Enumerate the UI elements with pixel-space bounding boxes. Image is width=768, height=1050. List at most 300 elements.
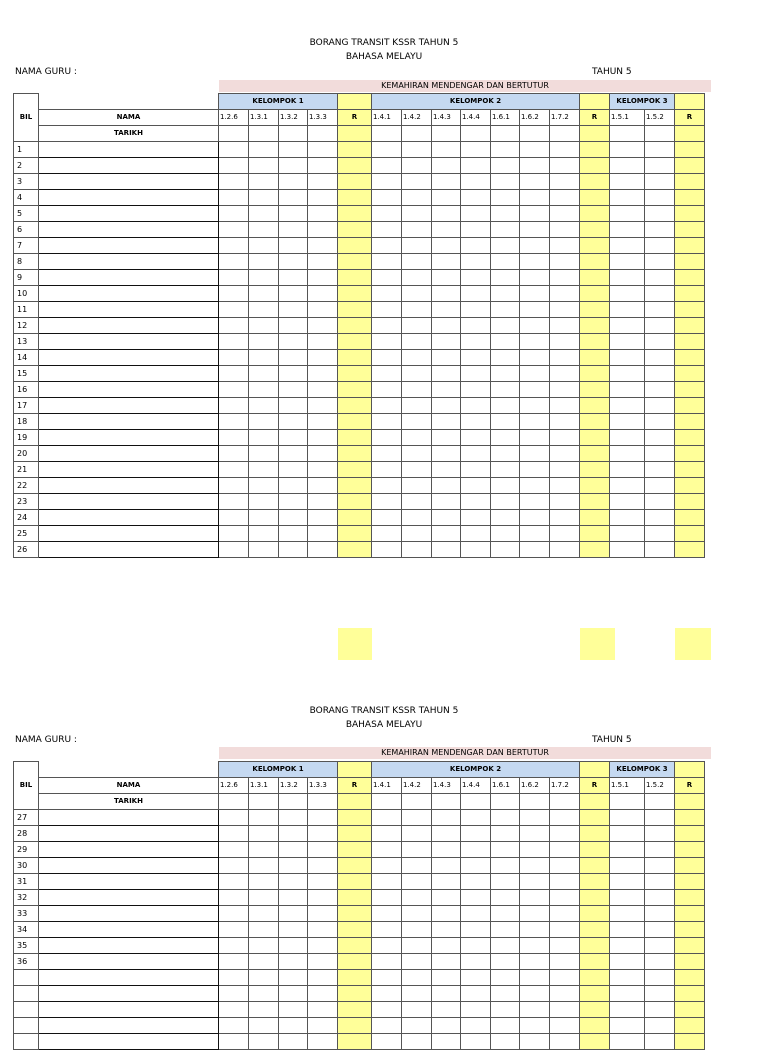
r-score-cell[interactable]	[675, 1002, 705, 1018]
score-cell[interactable]	[520, 922, 550, 938]
student-name-cell[interactable]	[39, 142, 219, 158]
score-cell[interactable]	[520, 254, 550, 270]
score-cell[interactable]	[249, 510, 279, 526]
score-cell[interactable]	[550, 158, 580, 174]
score-cell[interactable]	[308, 382, 338, 398]
student-name-cell[interactable]	[39, 510, 219, 526]
r-score-cell[interactable]	[338, 334, 372, 350]
score-cell[interactable]	[372, 542, 402, 558]
score-cell[interactable]	[550, 542, 580, 558]
score-cell[interactable]	[308, 366, 338, 382]
score-cell[interactable]	[372, 206, 402, 222]
score-cell[interactable]	[645, 1034, 675, 1050]
score-cell[interactable]	[520, 1034, 550, 1050]
score-cell[interactable]	[432, 350, 461, 366]
r-score-cell[interactable]	[580, 270, 610, 286]
score-cell[interactable]	[308, 398, 338, 414]
score-cell[interactable]	[402, 858, 432, 874]
score-cell[interactable]	[610, 1018, 645, 1034]
score-cell[interactable]	[432, 382, 461, 398]
score-cell[interactable]	[402, 954, 432, 970]
r-score-cell[interactable]	[580, 430, 610, 446]
student-name-cell[interactable]	[39, 190, 219, 206]
student-name-cell[interactable]	[39, 1018, 219, 1034]
r-score-cell[interactable]	[675, 286, 705, 302]
score-cell[interactable]	[491, 890, 520, 906]
score-cell[interactable]	[432, 206, 461, 222]
score-cell[interactable]	[432, 1002, 461, 1018]
score-cell[interactable]	[645, 1018, 675, 1034]
score-cell[interactable]	[491, 366, 520, 382]
score-cell[interactable]	[308, 430, 338, 446]
score-cell[interactable]	[279, 922, 308, 938]
score-cell[interactable]	[520, 478, 550, 494]
score-cell[interactable]	[520, 890, 550, 906]
r-score-cell[interactable]	[675, 158, 705, 174]
score-cell[interactable]	[550, 238, 580, 254]
score-cell[interactable]	[645, 494, 675, 510]
score-cell[interactable]	[219, 366, 249, 382]
r-score-cell[interactable]	[580, 954, 610, 970]
student-name-cell[interactable]	[39, 318, 219, 334]
score-cell[interactable]	[550, 366, 580, 382]
score-cell[interactable]	[550, 494, 580, 510]
score-cell[interactable]	[610, 398, 645, 414]
student-name-cell[interactable]	[39, 286, 219, 302]
score-cell[interactable]	[372, 334, 402, 350]
score-cell[interactable]	[402, 270, 432, 286]
score-cell[interactable]	[249, 922, 279, 938]
score-cell[interactable]	[402, 142, 432, 158]
score-cell[interactable]	[279, 382, 308, 398]
score-cell[interactable]	[645, 206, 675, 222]
score-cell[interactable]	[279, 174, 308, 190]
score-cell[interactable]	[279, 954, 308, 970]
score-cell[interactable]	[432, 158, 461, 174]
score-cell[interactable]	[219, 478, 249, 494]
score-cell[interactable]	[520, 986, 550, 1002]
score-cell[interactable]	[550, 478, 580, 494]
score-cell[interactable]	[610, 382, 645, 398]
score-cell[interactable]	[402, 414, 432, 430]
student-name-cell[interactable]	[39, 954, 219, 970]
date-cell[interactable]	[610, 794, 645, 810]
score-cell[interactable]	[610, 906, 645, 922]
score-cell[interactable]	[550, 1034, 580, 1050]
r-score-cell[interactable]	[675, 302, 705, 318]
score-cell[interactable]	[372, 462, 402, 478]
score-cell[interactable]	[402, 922, 432, 938]
score-cell[interactable]	[520, 954, 550, 970]
student-name-cell[interactable]	[39, 1034, 219, 1050]
date-cell[interactable]	[249, 794, 279, 810]
score-cell[interactable]	[550, 142, 580, 158]
r-score-cell[interactable]	[580, 174, 610, 190]
score-cell[interactable]	[491, 446, 520, 462]
score-cell[interactable]	[402, 542, 432, 558]
score-cell[interactable]	[372, 826, 402, 842]
r-score-cell[interactable]	[580, 970, 610, 986]
r-score-cell[interactable]	[675, 874, 705, 890]
score-cell[interactable]	[520, 142, 550, 158]
score-cell[interactable]	[308, 414, 338, 430]
score-cell[interactable]	[372, 954, 402, 970]
score-cell[interactable]	[550, 922, 580, 938]
student-name-cell[interactable]	[39, 222, 219, 238]
score-cell[interactable]	[219, 842, 249, 858]
score-cell[interactable]	[432, 318, 461, 334]
score-cell[interactable]	[520, 206, 550, 222]
score-cell[interactable]	[550, 1018, 580, 1034]
r-score-cell[interactable]	[580, 254, 610, 270]
score-cell[interactable]	[249, 542, 279, 558]
score-cell[interactable]	[491, 174, 520, 190]
score-cell[interactable]	[249, 190, 279, 206]
r-score-cell[interactable]	[580, 206, 610, 222]
score-cell[interactable]	[279, 906, 308, 922]
score-cell[interactable]	[550, 430, 580, 446]
score-cell[interactable]	[219, 302, 249, 318]
score-cell[interactable]	[308, 206, 338, 222]
score-cell[interactable]	[461, 446, 491, 462]
r-score-cell[interactable]	[338, 510, 372, 526]
score-cell[interactable]	[645, 922, 675, 938]
score-cell[interactable]	[402, 938, 432, 954]
score-cell[interactable]	[308, 158, 338, 174]
score-cell[interactable]	[372, 494, 402, 510]
score-cell[interactable]	[279, 526, 308, 542]
score-cell[interactable]	[610, 350, 645, 366]
score-cell[interactable]	[491, 430, 520, 446]
score-cell[interactable]	[279, 1034, 308, 1050]
r-score-cell[interactable]	[580, 462, 610, 478]
score-cell[interactable]	[610, 190, 645, 206]
r-score-cell[interactable]	[675, 238, 705, 254]
score-cell[interactable]	[219, 954, 249, 970]
r-score-cell[interactable]	[338, 222, 372, 238]
score-cell[interactable]	[550, 318, 580, 334]
score-cell[interactable]	[520, 526, 550, 542]
r-score-cell[interactable]	[675, 190, 705, 206]
score-cell[interactable]	[308, 270, 338, 286]
score-cell[interactable]	[249, 954, 279, 970]
score-cell[interactable]	[219, 462, 249, 478]
score-cell[interactable]	[279, 302, 308, 318]
score-cell[interactable]	[461, 174, 491, 190]
r-score-cell[interactable]	[675, 446, 705, 462]
score-cell[interactable]	[279, 254, 308, 270]
score-cell[interactable]	[432, 890, 461, 906]
score-cell[interactable]	[610, 890, 645, 906]
student-name-cell[interactable]	[39, 906, 219, 922]
score-cell[interactable]	[461, 254, 491, 270]
score-cell[interactable]	[491, 954, 520, 970]
score-cell[interactable]	[461, 954, 491, 970]
score-cell[interactable]	[279, 826, 308, 842]
score-cell[interactable]	[249, 142, 279, 158]
r-score-cell[interactable]	[338, 446, 372, 462]
score-cell[interactable]	[610, 478, 645, 494]
score-cell[interactable]	[520, 842, 550, 858]
score-cell[interactable]	[279, 430, 308, 446]
r-score-cell[interactable]	[580, 810, 610, 826]
student-name-cell[interactable]	[39, 478, 219, 494]
score-cell[interactable]	[372, 158, 402, 174]
r-score-cell[interactable]	[338, 398, 372, 414]
score-cell[interactable]	[308, 922, 338, 938]
score-cell[interactable]	[491, 238, 520, 254]
score-cell[interactable]	[461, 810, 491, 826]
score-cell[interactable]	[249, 970, 279, 986]
score-cell[interactable]	[645, 286, 675, 302]
score-cell[interactable]	[491, 270, 520, 286]
score-cell[interactable]	[520, 970, 550, 986]
score-cell[interactable]	[249, 366, 279, 382]
r-score-cell[interactable]	[580, 542, 610, 558]
score-cell[interactable]	[432, 970, 461, 986]
score-cell[interactable]	[249, 462, 279, 478]
score-cell[interactable]	[645, 938, 675, 954]
score-cell[interactable]	[520, 286, 550, 302]
score-cell[interactable]	[645, 446, 675, 462]
score-cell[interactable]	[372, 906, 402, 922]
score-cell[interactable]	[432, 810, 461, 826]
score-cell[interactable]	[402, 430, 432, 446]
score-cell[interactable]	[645, 238, 675, 254]
score-cell[interactable]	[520, 414, 550, 430]
score-cell[interactable]	[219, 174, 249, 190]
score-cell[interactable]	[308, 938, 338, 954]
score-cell[interactable]	[491, 858, 520, 874]
score-cell[interactable]	[219, 430, 249, 446]
score-cell[interactable]	[402, 526, 432, 542]
score-cell[interactable]	[645, 414, 675, 430]
r-score-cell[interactable]	[338, 462, 372, 478]
r-score-cell[interactable]	[338, 158, 372, 174]
score-cell[interactable]	[432, 286, 461, 302]
r-score-cell[interactable]	[580, 238, 610, 254]
r-score-cell[interactable]	[580, 890, 610, 906]
score-cell[interactable]	[308, 190, 338, 206]
score-cell[interactable]	[372, 970, 402, 986]
r-score-cell[interactable]	[675, 542, 705, 558]
r-score-cell[interactable]	[580, 398, 610, 414]
score-cell[interactable]	[219, 938, 249, 954]
score-cell[interactable]	[610, 334, 645, 350]
score-cell[interactable]	[461, 398, 491, 414]
r-score-cell[interactable]	[338, 478, 372, 494]
r-score-cell[interactable]	[675, 206, 705, 222]
r-score-cell[interactable]	[338, 350, 372, 366]
score-cell[interactable]	[219, 922, 249, 938]
r-score-cell[interactable]	[580, 494, 610, 510]
score-cell[interactable]	[402, 398, 432, 414]
score-cell[interactable]	[645, 254, 675, 270]
score-cell[interactable]	[402, 970, 432, 986]
score-cell[interactable]	[491, 938, 520, 954]
r-score-cell[interactable]	[675, 398, 705, 414]
date-cell[interactable]	[610, 126, 645, 142]
score-cell[interactable]	[219, 890, 249, 906]
score-cell[interactable]	[461, 922, 491, 938]
r-score-cell[interactable]	[675, 414, 705, 430]
r-score-cell[interactable]	[580, 874, 610, 890]
score-cell[interactable]	[491, 986, 520, 1002]
score-cell[interactable]	[645, 954, 675, 970]
score-cell[interactable]	[645, 858, 675, 874]
score-cell[interactable]	[219, 190, 249, 206]
score-cell[interactable]	[645, 190, 675, 206]
score-cell[interactable]	[308, 890, 338, 906]
r-score-cell[interactable]	[580, 286, 610, 302]
r-score-cell[interactable]	[338, 526, 372, 542]
score-cell[interactable]	[372, 318, 402, 334]
score-cell[interactable]	[550, 526, 580, 542]
r-score-cell[interactable]	[580, 382, 610, 398]
score-cell[interactable]	[249, 890, 279, 906]
score-cell[interactable]	[461, 938, 491, 954]
score-cell[interactable]	[372, 874, 402, 890]
score-cell[interactable]	[520, 350, 550, 366]
score-cell[interactable]	[372, 1018, 402, 1034]
score-cell[interactable]	[249, 398, 279, 414]
r-score-cell[interactable]	[580, 1018, 610, 1034]
score-cell[interactable]	[432, 270, 461, 286]
score-cell[interactable]	[402, 190, 432, 206]
score-cell[interactable]	[402, 286, 432, 302]
score-cell[interactable]	[645, 542, 675, 558]
student-name-cell[interactable]	[39, 398, 219, 414]
score-cell[interactable]	[520, 222, 550, 238]
score-cell[interactable]	[610, 222, 645, 238]
score-cell[interactable]	[461, 206, 491, 222]
score-cell[interactable]	[249, 414, 279, 430]
score-cell[interactable]	[610, 414, 645, 430]
score-cell[interactable]	[308, 954, 338, 970]
score-cell[interactable]	[432, 414, 461, 430]
score-cell[interactable]	[402, 986, 432, 1002]
score-cell[interactable]	[610, 254, 645, 270]
score-cell[interactable]	[249, 206, 279, 222]
score-cell[interactable]	[279, 938, 308, 954]
score-cell[interactable]	[402, 366, 432, 382]
score-cell[interactable]	[308, 238, 338, 254]
score-cell[interactable]	[249, 286, 279, 302]
date-cell[interactable]	[372, 126, 402, 142]
score-cell[interactable]	[308, 842, 338, 858]
student-name-cell[interactable]	[39, 842, 219, 858]
r-score-cell[interactable]	[580, 1034, 610, 1050]
r-score-cell[interactable]	[338, 286, 372, 302]
date-cell[interactable]	[432, 126, 461, 142]
score-cell[interactable]	[520, 906, 550, 922]
r-score-cell[interactable]	[338, 858, 372, 874]
score-cell[interactable]	[610, 142, 645, 158]
score-cell[interactable]	[432, 858, 461, 874]
score-cell[interactable]	[432, 954, 461, 970]
score-cell[interactable]	[491, 414, 520, 430]
score-cell[interactable]	[461, 970, 491, 986]
score-cell[interactable]	[279, 462, 308, 478]
student-name-cell[interactable]	[39, 810, 219, 826]
r-score-cell[interactable]	[675, 494, 705, 510]
score-cell[interactable]	[402, 494, 432, 510]
score-cell[interactable]	[610, 938, 645, 954]
r-score-cell[interactable]	[580, 826, 610, 842]
score-cell[interactable]	[279, 158, 308, 174]
r-score-cell[interactable]	[675, 222, 705, 238]
score-cell[interactable]	[491, 222, 520, 238]
r-score-cell[interactable]	[675, 922, 705, 938]
score-cell[interactable]	[308, 334, 338, 350]
score-cell[interactable]	[461, 874, 491, 890]
date-cell[interactable]	[461, 126, 491, 142]
score-cell[interactable]	[645, 890, 675, 906]
score-cell[interactable]	[491, 970, 520, 986]
score-cell[interactable]	[432, 238, 461, 254]
date-cell[interactable]	[308, 794, 338, 810]
score-cell[interactable]	[372, 238, 402, 254]
score-cell[interactable]	[461, 302, 491, 318]
score-cell[interactable]	[402, 158, 432, 174]
score-cell[interactable]	[279, 858, 308, 874]
score-cell[interactable]	[520, 190, 550, 206]
score-cell[interactable]	[491, 542, 520, 558]
score-cell[interactable]	[461, 1002, 491, 1018]
r-score-cell[interactable]	[675, 986, 705, 1002]
score-cell[interactable]	[461, 382, 491, 398]
score-cell[interactable]	[610, 510, 645, 526]
score-cell[interactable]	[279, 206, 308, 222]
r-score-cell[interactable]	[338, 810, 372, 826]
r-score-cell[interactable]	[580, 414, 610, 430]
score-cell[interactable]	[550, 382, 580, 398]
score-cell[interactable]	[461, 542, 491, 558]
score-cell[interactable]	[219, 382, 249, 398]
r-score-cell[interactable]	[580, 986, 610, 1002]
score-cell[interactable]	[249, 1018, 279, 1034]
score-cell[interactable]	[249, 270, 279, 286]
r-score-cell[interactable]	[580, 842, 610, 858]
r-score-cell[interactable]	[580, 302, 610, 318]
score-cell[interactable]	[550, 970, 580, 986]
r-score-cell[interactable]	[338, 414, 372, 430]
score-cell[interactable]	[372, 526, 402, 542]
score-cell[interactable]	[461, 494, 491, 510]
score-cell[interactable]	[520, 302, 550, 318]
score-cell[interactable]	[432, 922, 461, 938]
score-cell[interactable]	[432, 526, 461, 542]
score-cell[interactable]	[491, 334, 520, 350]
score-cell[interactable]	[308, 318, 338, 334]
score-cell[interactable]	[491, 922, 520, 938]
score-cell[interactable]	[432, 462, 461, 478]
score-cell[interactable]	[249, 810, 279, 826]
r-score-cell[interactable]	[580, 350, 610, 366]
score-cell[interactable]	[645, 350, 675, 366]
score-cell[interactable]	[372, 366, 402, 382]
score-cell[interactable]	[520, 238, 550, 254]
score-cell[interactable]	[645, 462, 675, 478]
score-cell[interactable]	[461, 478, 491, 494]
score-cell[interactable]	[550, 414, 580, 430]
score-cell[interactable]	[461, 430, 491, 446]
score-cell[interactable]	[610, 922, 645, 938]
score-cell[interactable]	[432, 254, 461, 270]
score-cell[interactable]	[372, 350, 402, 366]
score-cell[interactable]	[645, 510, 675, 526]
date-cell[interactable]	[491, 794, 520, 810]
